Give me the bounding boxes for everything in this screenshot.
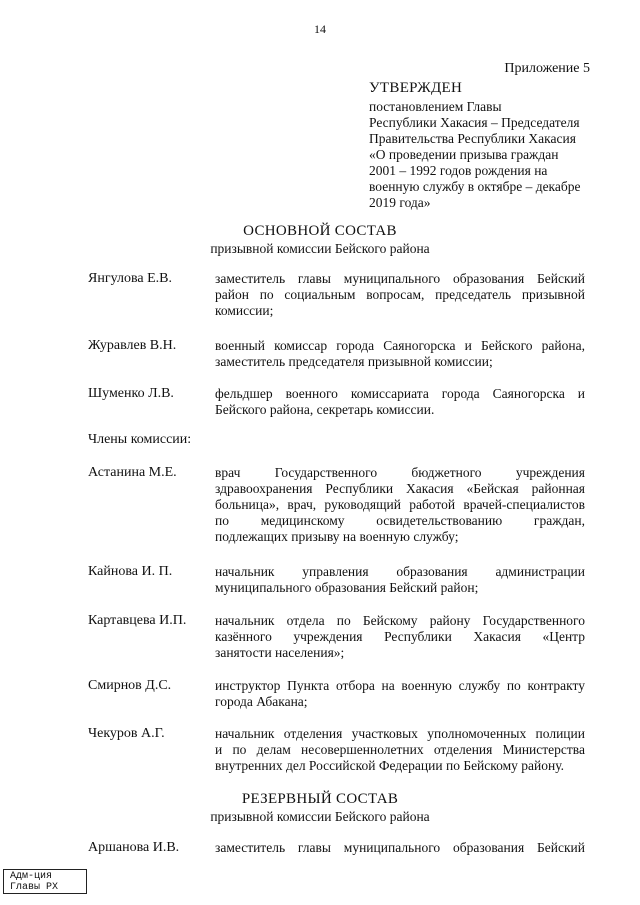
role-line: начальник отдела по Бейскому району Государственного bbox=[215, 613, 585, 628]
member-role bbox=[215, 271, 585, 319]
role-line: по медицинскому освидетельствованию граждан, bbox=[215, 513, 585, 528]
role-line: занятости населения»; bbox=[215, 645, 345, 660]
member-name: Янгулова Е.В. bbox=[88, 271, 172, 286]
role-line: комиссии; bbox=[215, 303, 274, 318]
member-role bbox=[215, 726, 585, 774]
stamp-line: Адм-ция bbox=[10, 871, 53, 882]
member-name: Картавцева И.П. bbox=[88, 613, 187, 628]
role-line: больница», врач, руководящий работой врачей-специалистов bbox=[215, 497, 585, 512]
role-line: внутренних дел Российской Федерации по Бейскому району. bbox=[215, 758, 565, 773]
approval-line: военную службу в октябре – декабре bbox=[369, 179, 581, 194]
member-role bbox=[215, 613, 585, 661]
role-line: Бейского района, секретарь комиссии. bbox=[215, 402, 435, 417]
role-line: заместитель председателя призывной комиссии; bbox=[215, 354, 493, 369]
reserve-section-title: РЕЗЕРВНЫЙ СОСТАВ bbox=[241, 791, 399, 807]
approval-block bbox=[369, 80, 594, 211]
approved-heading: УТВЕРЖДЕН bbox=[369, 80, 463, 96]
approval-line: «О проведении призыва граждан bbox=[369, 147, 559, 162]
main-section-heading bbox=[0, 222, 640, 258]
member-name: Аршанова И.В. bbox=[88, 840, 180, 855]
role-line: заместитель главы муниципального образования Бейский bbox=[215, 840, 585, 855]
page-number: 14 bbox=[314, 22, 326, 36]
member-role bbox=[215, 840, 585, 856]
role-line: инструктор Пункта отбора на военную службу по контракту bbox=[215, 678, 585, 693]
role-line: военный комиссар города Саяногорска и Бейского района, bbox=[215, 338, 585, 353]
member-role bbox=[215, 465, 585, 545]
reserve-section-heading bbox=[0, 790, 640, 826]
role-line: фельдшер военного комиссариата города Саяногорска и bbox=[215, 386, 585, 401]
member-name: Шуменко Л.В. bbox=[88, 386, 174, 401]
role-line: казённого учреждения Республики Хакасия «Центр bbox=[215, 629, 585, 644]
member-name: Астанина М.Е. bbox=[88, 465, 177, 480]
role-line: здравоохранения Республики Хакасия «Бейская районная bbox=[215, 481, 585, 496]
role-line: врач Государственного бюджетного учреждения bbox=[215, 465, 585, 480]
member-name: Журавлев В.Н. bbox=[88, 338, 177, 353]
main-section-subtitle: призывной комиссии Бейского района bbox=[210, 241, 430, 256]
members-label: Члены комиссии: bbox=[88, 432, 192, 447]
approval-line: 2019 года» bbox=[369, 195, 431, 210]
member-name: Чекуров А.Г. bbox=[88, 726, 165, 741]
role-line: муниципального образования Бейский район; bbox=[215, 580, 479, 595]
member-role bbox=[215, 338, 585, 370]
approval-line: 2001 – 1992 годов рождения на bbox=[369, 163, 548, 178]
member-name: Кайнова И. П. bbox=[88, 564, 173, 579]
approval-line: постановлением Главы bbox=[369, 99, 502, 114]
approval-line: Республики Хакасия – Председателя bbox=[369, 115, 580, 130]
reserve-section-subtitle: призывной комиссии Бейского района bbox=[210, 809, 430, 824]
stamp-line: Главы РХ bbox=[10, 882, 59, 893]
role-line: начальник отделения участковых уполномоченных полиции bbox=[215, 726, 585, 741]
role-line: подлежащих призыву на военную службу; bbox=[215, 529, 459, 544]
member-name: Смирнов Д.С. bbox=[88, 678, 172, 693]
role-line: и по делам несовершеннолетних отделения Министерства bbox=[215, 742, 585, 757]
registration-stamp bbox=[3, 869, 87, 894]
main-section-title: ОСНОВНОЙ СОСТАВ bbox=[243, 223, 397, 239]
member-role bbox=[215, 678, 585, 710]
role-line: заместитель главы муниципального образования Бейский bbox=[215, 271, 585, 286]
member-role bbox=[215, 386, 585, 418]
member-role bbox=[215, 564, 585, 596]
appendix-label: Приложение 5 bbox=[504, 61, 590, 76]
role-line: города Абакана; bbox=[215, 694, 308, 709]
approval-line: Правительства Республики Хакасия bbox=[369, 131, 576, 146]
role-line: район по социальным вопросам, председатель призывной bbox=[215, 287, 585, 302]
role-line: начальник управления образования администрации bbox=[215, 564, 585, 579]
